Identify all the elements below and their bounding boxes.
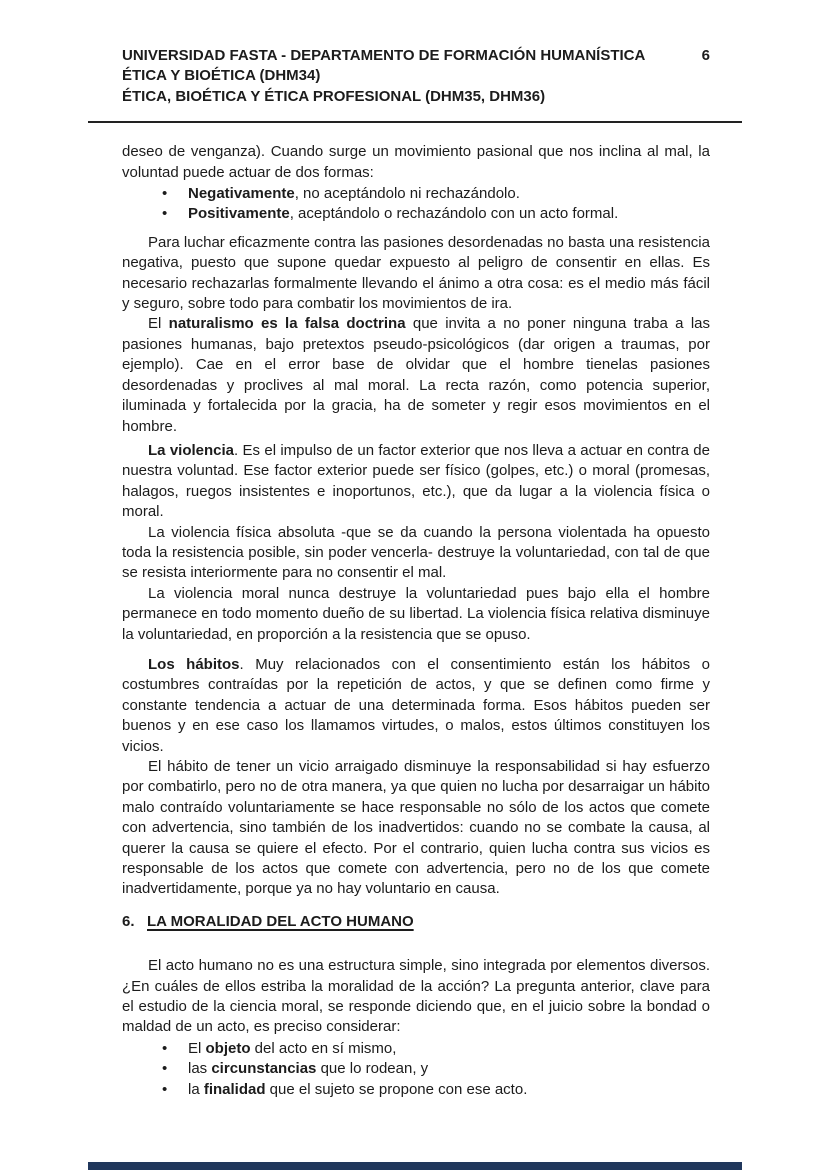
footer-rule: [88, 1162, 742, 1170]
document-body: [122, 142, 710, 1100]
bullet-text: Positivamente, aceptándolo o rechazándolo con un acto formal.: [188, 205, 619, 223]
bullet-icon: •: [162, 1080, 168, 1098]
header-rule: [88, 121, 742, 123]
section-title: LA MORALIDAD DEL ACTO HUMANO: [147, 912, 414, 930]
list-item: [122, 1039, 710, 1059]
bullet-icon: •: [162, 1039, 168, 1057]
paragraph-habito-vicio: El hábito de tener un vicio arraigado disminuye la responsabilidad si hay esfuerzo por combatirlo, pero no de otra manera, ya que quien no lucha por desarraigar un hábito malo contraído voluntariamente se hace responsable no sólo de los actos que comete con advertencia, sino también de los inadvertidos: cuando no se combate la causa, al querer la causa se quiere el efecto. Por el contrario, quien lucha contra sus vicios es responsable de los actos que comete con advertencia, pero no de los que comete inadvertidamente, porque ya no hay voluntario en causa.: [122, 758, 710, 898]
header-title-line2: ÉTICA Y BIOÉTICA (DHM34): [122, 67, 321, 85]
bullet-text: la finalidad que el sujeto se propone con ese acto.: [188, 1080, 528, 1098]
bullet-text: las circunstancias que lo rodean, y: [188, 1060, 429, 1078]
header-title-line3: ÉTICA, BIOÉTICA Y ÉTICA PROFESIONAL (DHM35, DHM36): [122, 87, 546, 105]
list-item: [122, 184, 710, 204]
bullet-icon: •: [162, 1060, 168, 1078]
paragraph-intro: deseo de venganza). Cuando surge un movimiento pasional que nos inclina al mal, la voluntad puede actuar de dos formas:: [122, 143, 710, 181]
paragraph-para-luchar: Para luchar eficazmente contra las pasiones desordenadas no basta una resistencia negativa, puesto que supone quedar expuesto al peligro de consentir en ellas. Es necesario rechazarlas formalmente llevando el ánimo a otra cosa: es el medio más fácil y seguro, sobre todo para combatir los movimientos de ira.: [122, 233, 710, 313]
list-item: [122, 204, 710, 224]
bullet-list-considerar: [122, 1039, 710, 1100]
paragraph-violencia-moral: La violencia moral nunca destruye la voluntariedad pues bajo ella el hombre permanece en todo momento dueño de su libertad. La violencia física relativa disminuye la voluntariedad, en proporción a la resistencia que se opuso.: [122, 584, 710, 643]
list-item: [122, 1080, 710, 1100]
header-title-line1: UNIVERSIDAD FASTA - DEPARTAMENTO DE FORMACIÓN HUMANÍSTICA: [122, 47, 646, 64]
bullet-icon: •: [162, 205, 168, 223]
section-number: 6.: [122, 912, 135, 930]
section-heading: [122, 912, 710, 932]
bullet-text: El objeto del acto en sí mismo,: [188, 1039, 397, 1057]
page-number: 6: [701, 47, 710, 64]
paragraph-acto-humano: El acto humano no es una estructura simple, sino integrada por elementos diversos. ¿En cuáles de ellos estriba la moralidad de la acción? La pregunta anterior, clave para el estudio de la ciencia moral, se responde diciendo que, en el juicio sobre la bondad o maldad de un acto, es preciso considerar:: [122, 957, 710, 1036]
bullet-list-formas: [122, 184, 710, 225]
paragraph-naturalismo: El naturalismo es la falsa doctrina que invita a no poner ninguna traba a las pasiones humanas, bajo pretextos pseudo-psicológicos (dar origen a traumas, por ejemplo). Cae en el error base de olvidar que el hombre tienelas pasiones desordenadas y proclives al mal moral. La recta razón, como potencia superior, iluminada y fortalecida por la gracia, ha de someter y regir esos movimientos en el hombre.: [122, 315, 710, 435]
bullet-icon: •: [162, 185, 168, 203]
paragraph-violencia-fisica: La violencia física absoluta -que se da cuando la persona violentada ha opuesto toda la resistencia posible, sin poder vencerla- destruye la voluntariedad, con tal de que se resista interiormente para no consentir el mal.: [122, 523, 710, 582]
paragraph-violencia: La violencia. Es el impulso de un factor exterior que nos lleva a actuar en contra de nuestra voluntad. Ese factor exterior puede ser físico (golpes, etc.) o moral (promesas, halagos, ruegos insistentes e inoportunos, etc.), que da lugar a la violencia física o moral.: [122, 441, 710, 521]
page-header: [122, 46, 710, 123]
paragraph-habitos: Los hábitos. Muy relacionados con el consentimiento están los hábitos o costumbres contraídas por la repetición de actos, y que se definen como firme y constante tendencia a actuar de una determinada forma. Esos hábitos pueden ser buenos y en ese caso los llamamos virtudes, o malos, estos últimos constituyen los vicios.: [122, 655, 710, 755]
bullet-text: Negativamente, no aceptándolo ni rechazándolo.: [188, 185, 520, 203]
list-item: [122, 1059, 710, 1079]
